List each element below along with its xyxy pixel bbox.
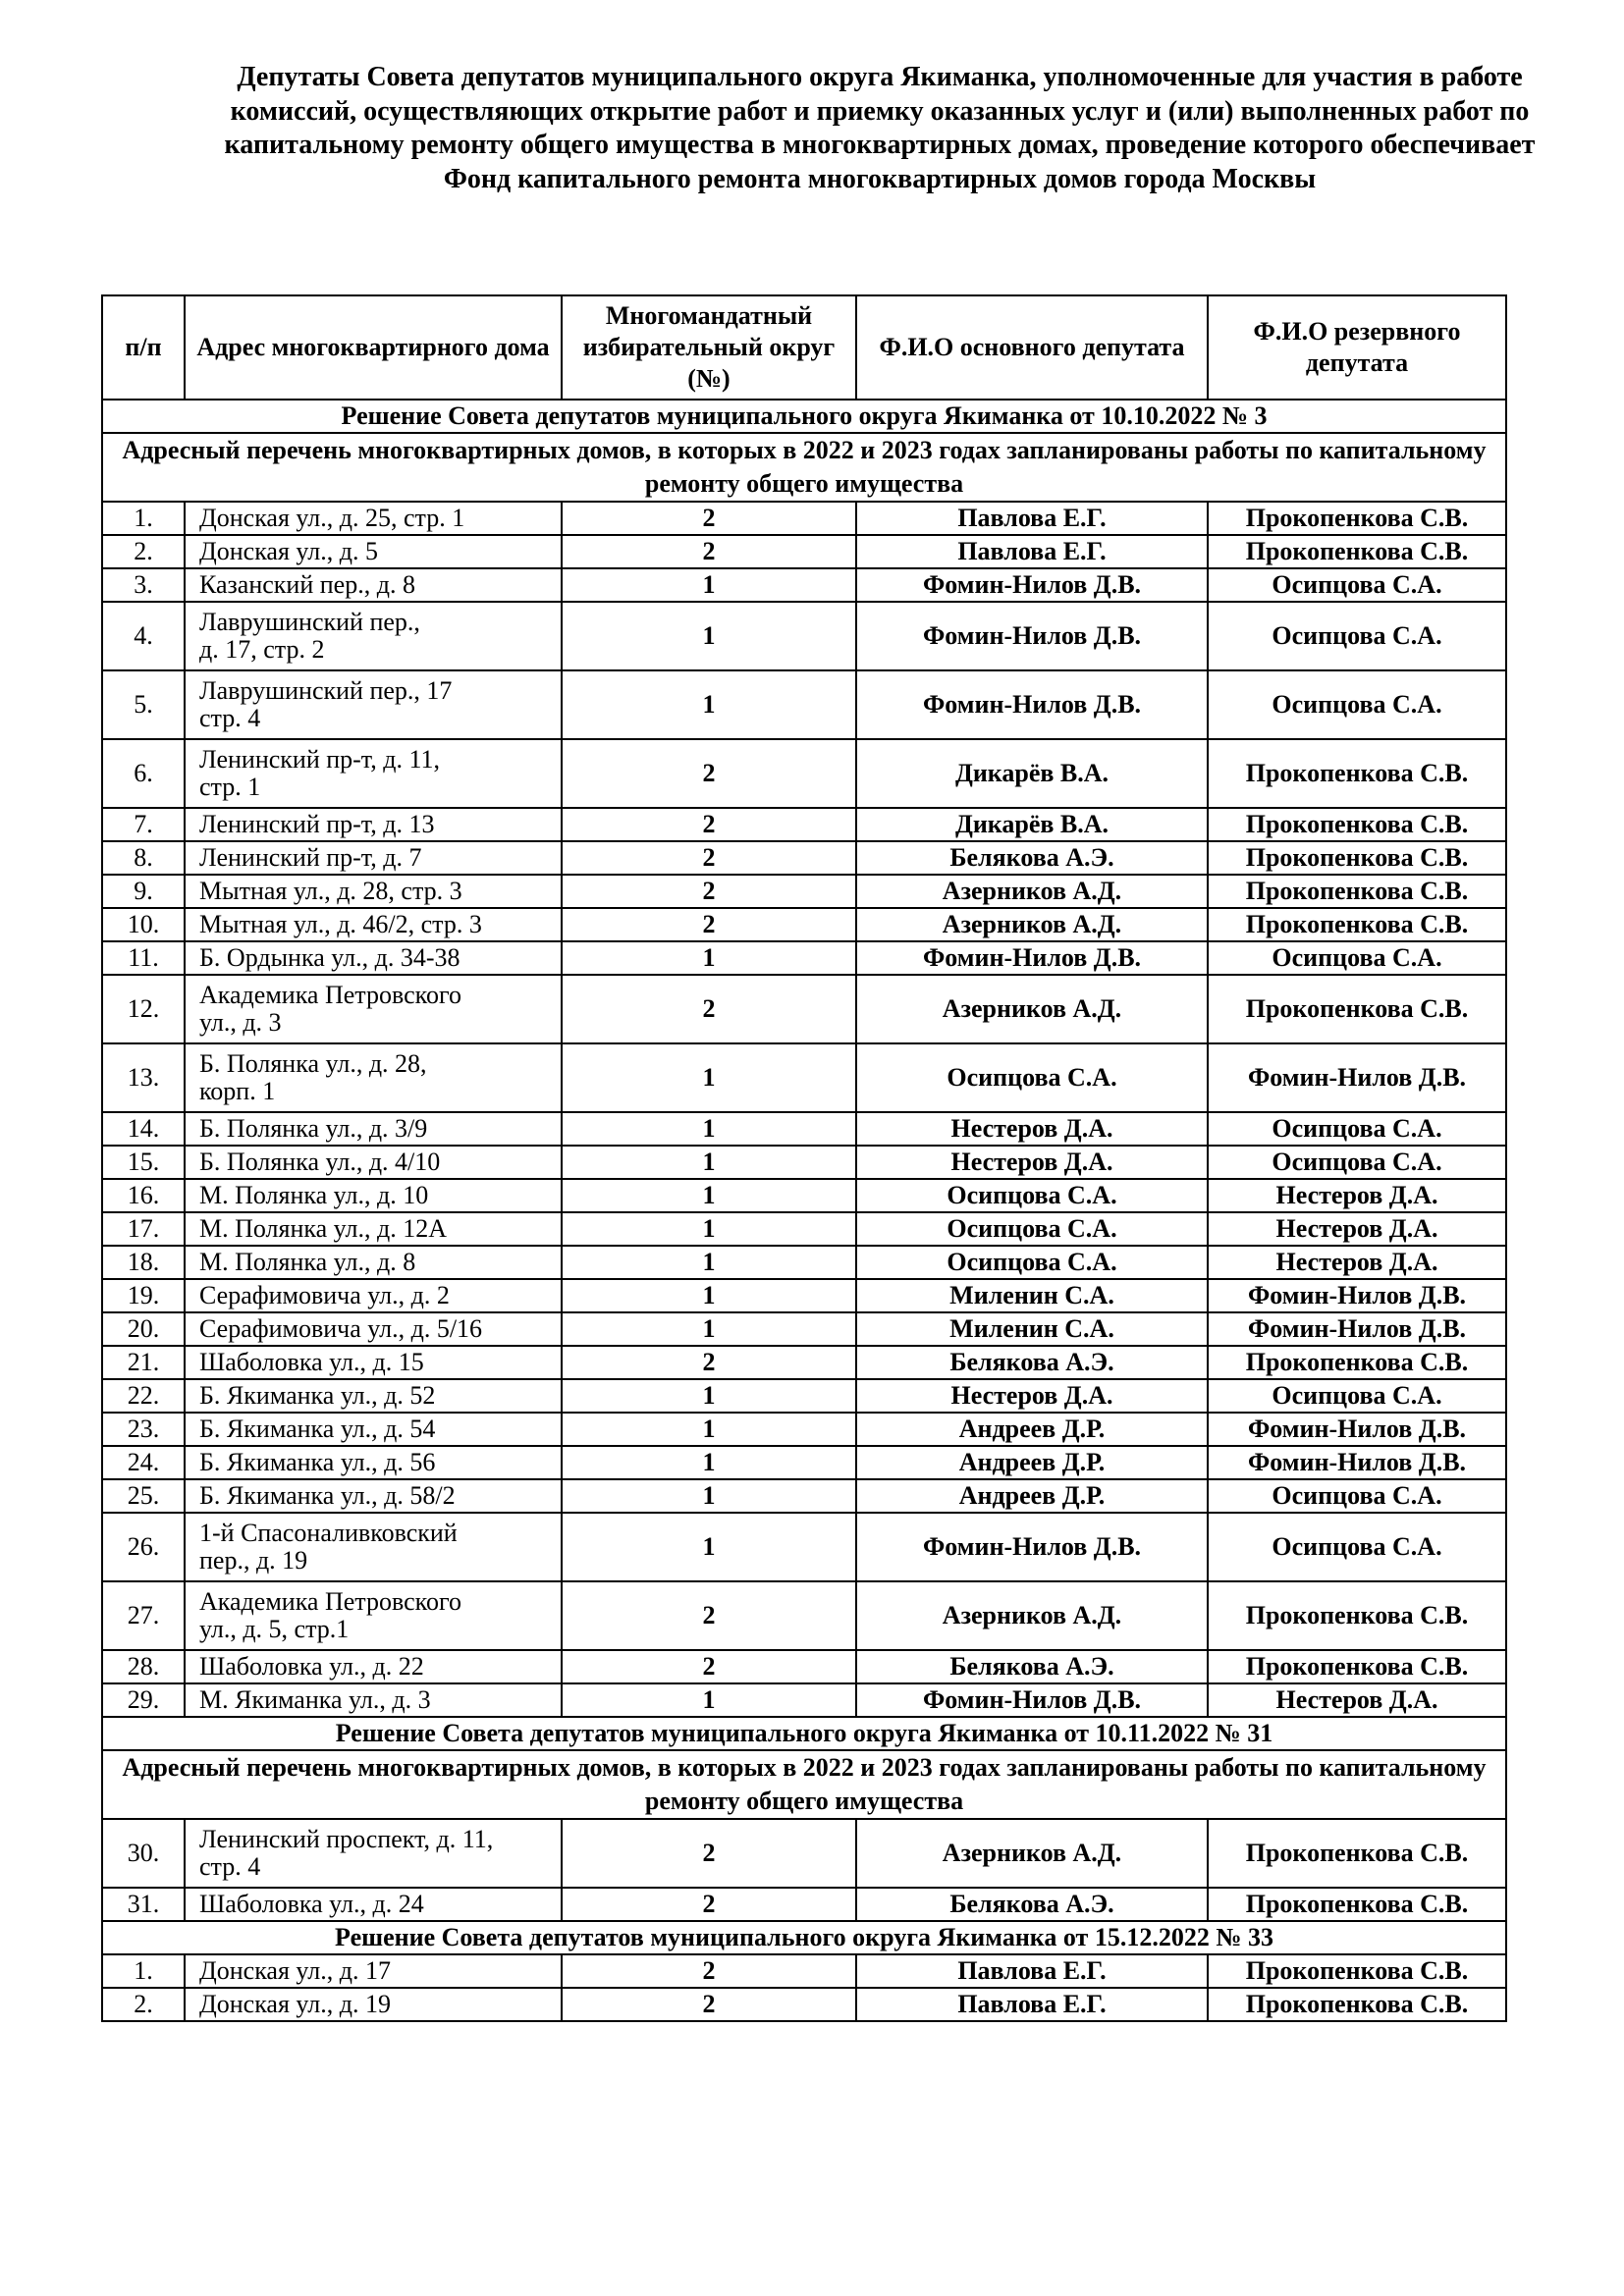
row-number: 21.	[102, 1346, 185, 1379]
main-deputy-cell: Фомин-Нилов Д.В.	[856, 1513, 1208, 1581]
reserve-deputy-cell: Осипцова С.А.	[1208, 568, 1506, 602]
main-deputy-cell: Фомин-Нилов Д.В.	[856, 568, 1208, 602]
table-row	[102, 1988, 1506, 2021]
address-cell: Б. Якиманка ул., д. 54	[185, 1413, 562, 1446]
district-cell: 1	[562, 602, 856, 670]
reserve-deputy-cell: Прокопенкова С.В.	[1208, 1988, 1506, 2021]
reserve-deputy-cell: Прокопенкова С.В.	[1208, 841, 1506, 875]
main-deputy-cell: Фомин-Нилов Д.В.	[856, 1683, 1208, 1717]
main-deputy-cell: Дикарёв В.А.	[856, 808, 1208, 841]
row-number: 29.	[102, 1683, 185, 1717]
reserve-deputy-cell: Прокопенкова С.В.	[1208, 808, 1506, 841]
decision-heading-row	[102, 1921, 1506, 1954]
row-number: 18.	[102, 1246, 185, 1279]
row-number: 23.	[102, 1413, 185, 1446]
reserve-deputy-cell: Осипцова С.А.	[1208, 602, 1506, 670]
reserve-deputy-cell: Фомин-Нилов Д.В.	[1208, 1279, 1506, 1312]
main-deputy-cell: Белякова А.Э.	[856, 1346, 1208, 1379]
main-deputy-cell: Фомин-Нилов Д.В.	[856, 602, 1208, 670]
reserve-deputy-cell: Прокопенкова С.В.	[1208, 908, 1506, 941]
district-cell: 2	[562, 908, 856, 941]
row-number: 2.	[102, 535, 185, 568]
row-number: 13.	[102, 1043, 185, 1112]
address-cell: Б. Полянка ул., д. 4/10	[185, 1146, 562, 1179]
reserve-deputy-cell: Прокопенкова С.В.	[1208, 1954, 1506, 1988]
table-row	[102, 1650, 1506, 1683]
address-list-heading-row	[102, 1750, 1506, 1819]
address-cell: Академика Петровского ул., д. 3	[185, 975, 562, 1043]
reserve-deputy-cell: Фомин-Нилов Д.В.	[1208, 1312, 1506, 1346]
table-body	[102, 400, 1506, 2021]
row-number: 9.	[102, 875, 185, 908]
district-cell: 1	[562, 1683, 856, 1717]
header-reserve-deputy: Ф.И.О резервного депутата	[1208, 295, 1506, 400]
district-cell: 1	[562, 1179, 856, 1212]
district-cell: 2	[562, 875, 856, 908]
district-cell: 1	[562, 1379, 856, 1413]
address-cell: Б. Полянка ул., д. 3/9	[185, 1112, 562, 1146]
decision-heading-row	[102, 400, 1506, 433]
table-row	[102, 1819, 1506, 1888]
district-cell: 2	[562, 1954, 856, 1988]
row-number: 17.	[102, 1212, 185, 1246]
address-cell: Шаболовка ул., д. 22	[185, 1650, 562, 1683]
main-deputy-cell: Андреев Д.Р.	[856, 1479, 1208, 1513]
reserve-deputy-cell: Осипцова С.А.	[1208, 1379, 1506, 1413]
main-deputy-cell: Миленин С.А.	[856, 1279, 1208, 1312]
reserve-deputy-cell: Осипцова С.А.	[1208, 1146, 1506, 1179]
district-cell: 2	[562, 535, 856, 568]
address-cell: Донская ул., д. 19	[185, 1988, 562, 2021]
address-cell: М. Полянка ул., д. 12А	[185, 1212, 562, 1246]
address-cell: Ленинский проспект, д. 11, стр. 4	[185, 1819, 562, 1888]
reserve-deputy-cell: Осипцова С.А.	[1208, 670, 1506, 739]
district-cell: 1	[562, 1112, 856, 1146]
table-row	[102, 1346, 1506, 1379]
header-address: Адрес многоквартирного дома	[185, 295, 562, 400]
row-number: 20.	[102, 1312, 185, 1346]
table-row	[102, 1954, 1506, 1988]
row-number: 19.	[102, 1279, 185, 1312]
reserve-deputy-cell: Нестеров Д.А.	[1208, 1179, 1506, 1212]
address-cell: Ленинский пр-т, д. 7	[185, 841, 562, 875]
table-row	[102, 535, 1506, 568]
table-row	[102, 908, 1506, 941]
row-number: 15.	[102, 1146, 185, 1179]
decision-heading-row	[102, 1717, 1506, 1750]
row-number: 7.	[102, 808, 185, 841]
table-row	[102, 808, 1506, 841]
reserve-deputy-cell: Фомин-Нилов Д.В.	[1208, 1043, 1506, 1112]
main-deputy-cell: Павлова Е.Г.	[856, 1988, 1208, 2021]
district-cell: 2	[562, 1650, 856, 1683]
row-number: 27.	[102, 1581, 185, 1650]
table-row	[102, 1479, 1506, 1513]
address-cell: Б. Якиманка ул., д. 56	[185, 1446, 562, 1479]
main-deputy-cell: Белякова А.Э.	[856, 1650, 1208, 1683]
row-number: 6.	[102, 739, 185, 808]
table-row	[102, 1446, 1506, 1479]
table-row	[102, 1413, 1506, 1446]
main-deputy-cell: Осипцова С.А.	[856, 1246, 1208, 1279]
row-number: 25.	[102, 1479, 185, 1513]
reserve-deputy-cell: Прокопенкова С.В.	[1208, 1888, 1506, 1921]
address-list-heading: Адресный перечень многоквартирных домов, в которых в 2022 и 2023 годах запланированы работы по капитальному ремонту общего имущества	[102, 433, 1506, 502]
reserve-deputy-cell: Прокопенкова С.В.	[1208, 739, 1506, 808]
district-cell: 2	[562, 1988, 856, 2021]
district-cell: 1	[562, 1246, 856, 1279]
table-row	[102, 1146, 1506, 1179]
main-deputy-cell: Нестеров Д.А.	[856, 1379, 1208, 1413]
decision-heading: Решение Совета депутатов муниципального округа Якиманка от 10.11.2022 № 31	[102, 1717, 1506, 1750]
table-row	[102, 1043, 1506, 1112]
district-cell: 2	[562, 1819, 856, 1888]
table-row	[102, 941, 1506, 975]
table-row	[102, 1581, 1506, 1650]
reserve-deputy-cell: Фомин-Нилов Д.В.	[1208, 1446, 1506, 1479]
district-cell: 2	[562, 841, 856, 875]
decision-heading: Решение Совета депутатов муниципального округа Якиманка от 10.10.2022 № 3	[102, 400, 1506, 433]
reserve-deputy-cell: Нестеров Д.А.	[1208, 1683, 1506, 1717]
table-row	[102, 502, 1506, 535]
table-row	[102, 1683, 1506, 1717]
district-cell: 2	[562, 808, 856, 841]
district-cell: 1	[562, 1212, 856, 1246]
main-deputy-cell: Андреев Д.Р.	[856, 1413, 1208, 1446]
address-cell: Казанский пер., д. 8	[185, 568, 562, 602]
district-cell: 1	[562, 1312, 856, 1346]
row-number: 1.	[102, 1954, 185, 1988]
table-row	[102, 1246, 1506, 1279]
table-row	[102, 1212, 1506, 1246]
reserve-deputy-cell: Прокопенкова С.В.	[1208, 1346, 1506, 1379]
table-row	[102, 875, 1506, 908]
reserve-deputy-cell: Осипцова С.А.	[1208, 1112, 1506, 1146]
address-cell: Шаболовка ул., д. 15	[185, 1346, 562, 1379]
main-deputy-cell: Азерников А.Д.	[856, 875, 1208, 908]
main-deputy-cell: Андреев Д.Р.	[856, 1446, 1208, 1479]
district-cell: 1	[562, 1146, 856, 1179]
table-row	[102, 1312, 1506, 1346]
district-cell: 1	[562, 1446, 856, 1479]
row-number: 24.	[102, 1446, 185, 1479]
main-deputy-cell: Нестеров Д.А.	[856, 1112, 1208, 1146]
row-number: 12.	[102, 975, 185, 1043]
row-number: 22.	[102, 1379, 185, 1413]
district-cell: 1	[562, 941, 856, 975]
reserve-deputy-cell: Прокопенкова С.В.	[1208, 502, 1506, 535]
table-row	[102, 975, 1506, 1043]
address-list-heading-row	[102, 433, 1506, 502]
table-row	[102, 1379, 1506, 1413]
table-header-row	[102, 295, 1506, 400]
reserve-deputy-cell: Осипцова С.А.	[1208, 1479, 1506, 1513]
main-deputy-cell: Осипцова С.А.	[856, 1179, 1208, 1212]
table-row	[102, 1888, 1506, 1921]
main-deputy-cell: Нестеров Д.А.	[856, 1146, 1208, 1179]
address-cell: Донская ул., д. 5	[185, 535, 562, 568]
reserve-deputy-cell: Прокопенкова С.В.	[1208, 1650, 1506, 1683]
header-district: Многомандатный избирательный округ (№)	[562, 295, 856, 400]
district-cell: 1	[562, 670, 856, 739]
decision-heading: Решение Совета депутатов муниципального округа Якиманка от 15.12.2022 № 33	[102, 1921, 1506, 1954]
district-cell: 2	[562, 739, 856, 808]
row-number: 31.	[102, 1888, 185, 1921]
address-cell: Ленинский пр-т, д. 13	[185, 808, 562, 841]
row-number: 3.	[102, 568, 185, 602]
main-deputy-cell: Фомин-Нилов Д.В.	[856, 941, 1208, 975]
main-deputy-cell: Павлова Е.Г.	[856, 535, 1208, 568]
main-deputy-cell: Фомин-Нилов Д.В.	[856, 670, 1208, 739]
header-number: п/п	[102, 295, 185, 400]
address-list-heading: Адресный перечень многоквартирных домов, в которых в 2022 и 2023 годах запланированы работы по капитальному ремонту общего имущества	[102, 1750, 1506, 1819]
address-cell: Б. Якиманка ул., д. 52	[185, 1379, 562, 1413]
reserve-deputy-cell: Осипцова С.А.	[1208, 941, 1506, 975]
main-deputy-cell: Азерников А.Д.	[856, 975, 1208, 1043]
deputies-table	[101, 294, 1507, 2022]
main-deputy-cell: Павлова Е.Г.	[856, 502, 1208, 535]
district-cell: 2	[562, 1581, 856, 1650]
main-deputy-cell: Азерников А.Д.	[856, 1581, 1208, 1650]
row-number: 8.	[102, 841, 185, 875]
district-cell: 2	[562, 1346, 856, 1379]
address-cell: Донская ул., д. 25, стр. 1	[185, 502, 562, 535]
table-row	[102, 1279, 1506, 1312]
address-cell: Серафимовича ул., д. 2	[185, 1279, 562, 1312]
main-deputy-cell: Белякова А.Э.	[856, 1888, 1208, 1921]
main-deputy-cell: Дикарёв В.А.	[856, 739, 1208, 808]
table-row	[102, 568, 1506, 602]
row-number: 26.	[102, 1513, 185, 1581]
reserve-deputy-cell: Нестеров Д.А.	[1208, 1212, 1506, 1246]
main-deputy-cell: Белякова А.Э.	[856, 841, 1208, 875]
district-cell: 1	[562, 568, 856, 602]
main-deputy-cell: Азерников А.Д.	[856, 908, 1208, 941]
main-deputy-cell: Осипцова С.А.	[856, 1212, 1208, 1246]
row-number: 4.	[102, 602, 185, 670]
row-number: 11.	[102, 941, 185, 975]
row-number: 28.	[102, 1650, 185, 1683]
address-cell: Серафимовича ул., д. 5/16	[185, 1312, 562, 1346]
table-row	[102, 739, 1506, 808]
reserve-deputy-cell: Осипцова С.А.	[1208, 1513, 1506, 1581]
address-cell: Мытная ул., д. 46/2, стр. 3	[185, 908, 562, 941]
district-cell: 1	[562, 1043, 856, 1112]
reserve-deputy-cell: Прокопенкова С.В.	[1208, 875, 1506, 908]
address-cell: Мытная ул., д. 28, стр. 3	[185, 875, 562, 908]
main-deputy-cell: Осипцова С.А.	[856, 1043, 1208, 1112]
address-cell: Лаврушинский пер., д. 17, стр. 2	[185, 602, 562, 670]
address-cell: М. Полянка ул., д. 8	[185, 1246, 562, 1279]
main-deputy-cell: Миленин С.А.	[856, 1312, 1208, 1346]
row-number: 2.	[102, 1988, 185, 2021]
main-deputy-cell: Павлова Е.Г.	[856, 1954, 1208, 1988]
header-main-deputy: Ф.И.О основного депутата	[856, 295, 1208, 400]
reserve-deputy-cell: Прокопенкова С.В.	[1208, 975, 1506, 1043]
row-number: 1.	[102, 502, 185, 535]
table-row	[102, 1513, 1506, 1581]
district-cell: 1	[562, 1513, 856, 1581]
document-title: Депутаты Совета депутатов муниципального округа Якиманка, уполномоченные для участия в работе комиссий, осуществляющих открытие работ и приемку оказанных услуг и (или) выполненных работ по капитальному ремонту общего имущества в многоквартирных домах, проведение которого обеспечивает Фонд капитального ремонта многоквартирных домов города Москвы	[224, 62, 1536, 194]
address-cell: М. Якиманка ул., д. 3	[185, 1683, 562, 1717]
address-cell: Б. Якиманка ул., д. 58/2	[185, 1479, 562, 1513]
address-cell: М. Полянка ул., д. 10	[185, 1179, 562, 1212]
reserve-deputy-cell: Прокопенкова С.В.	[1208, 1819, 1506, 1888]
address-cell: 1-й Спасоналивковский пер., д. 19	[185, 1513, 562, 1581]
table-row	[102, 1112, 1506, 1146]
table-row	[102, 670, 1506, 739]
table-row	[102, 602, 1506, 670]
address-cell: Б. Ордынка ул., д. 34-38	[185, 941, 562, 975]
address-cell: Б. Полянка ул., д. 28, корп. 1	[185, 1043, 562, 1112]
district-cell: 1	[562, 1413, 856, 1446]
table-row	[102, 841, 1506, 875]
reserve-deputy-cell: Фомин-Нилов Д.В.	[1208, 1413, 1506, 1446]
district-cell: 2	[562, 975, 856, 1043]
table-row	[102, 1179, 1506, 1212]
address-cell: Шаболовка ул., д. 24	[185, 1888, 562, 1921]
address-cell: Донская ул., д. 17	[185, 1954, 562, 1988]
row-number: 14.	[102, 1112, 185, 1146]
address-cell: Лаврушинский пер., 17 стр. 4	[185, 670, 562, 739]
address-cell: Академика Петровского ул., д. 5, стр.1	[185, 1581, 562, 1650]
reserve-deputy-cell: Прокопенкова С.В.	[1208, 535, 1506, 568]
row-number: 10.	[102, 908, 185, 941]
reserve-deputy-cell: Нестеров Д.А.	[1208, 1246, 1506, 1279]
district-cell: 1	[562, 1479, 856, 1513]
row-number: 16.	[102, 1179, 185, 1212]
row-number: 5.	[102, 670, 185, 739]
district-cell: 1	[562, 1279, 856, 1312]
district-cell: 2	[562, 1888, 856, 1921]
main-deputy-cell: Азерников А.Д.	[856, 1819, 1208, 1888]
address-cell: Ленинский пр-т, д. 11, стр. 1	[185, 739, 562, 808]
reserve-deputy-cell: Прокопенкова С.В.	[1208, 1581, 1506, 1650]
district-cell: 2	[562, 502, 856, 535]
row-number: 30.	[102, 1819, 185, 1888]
